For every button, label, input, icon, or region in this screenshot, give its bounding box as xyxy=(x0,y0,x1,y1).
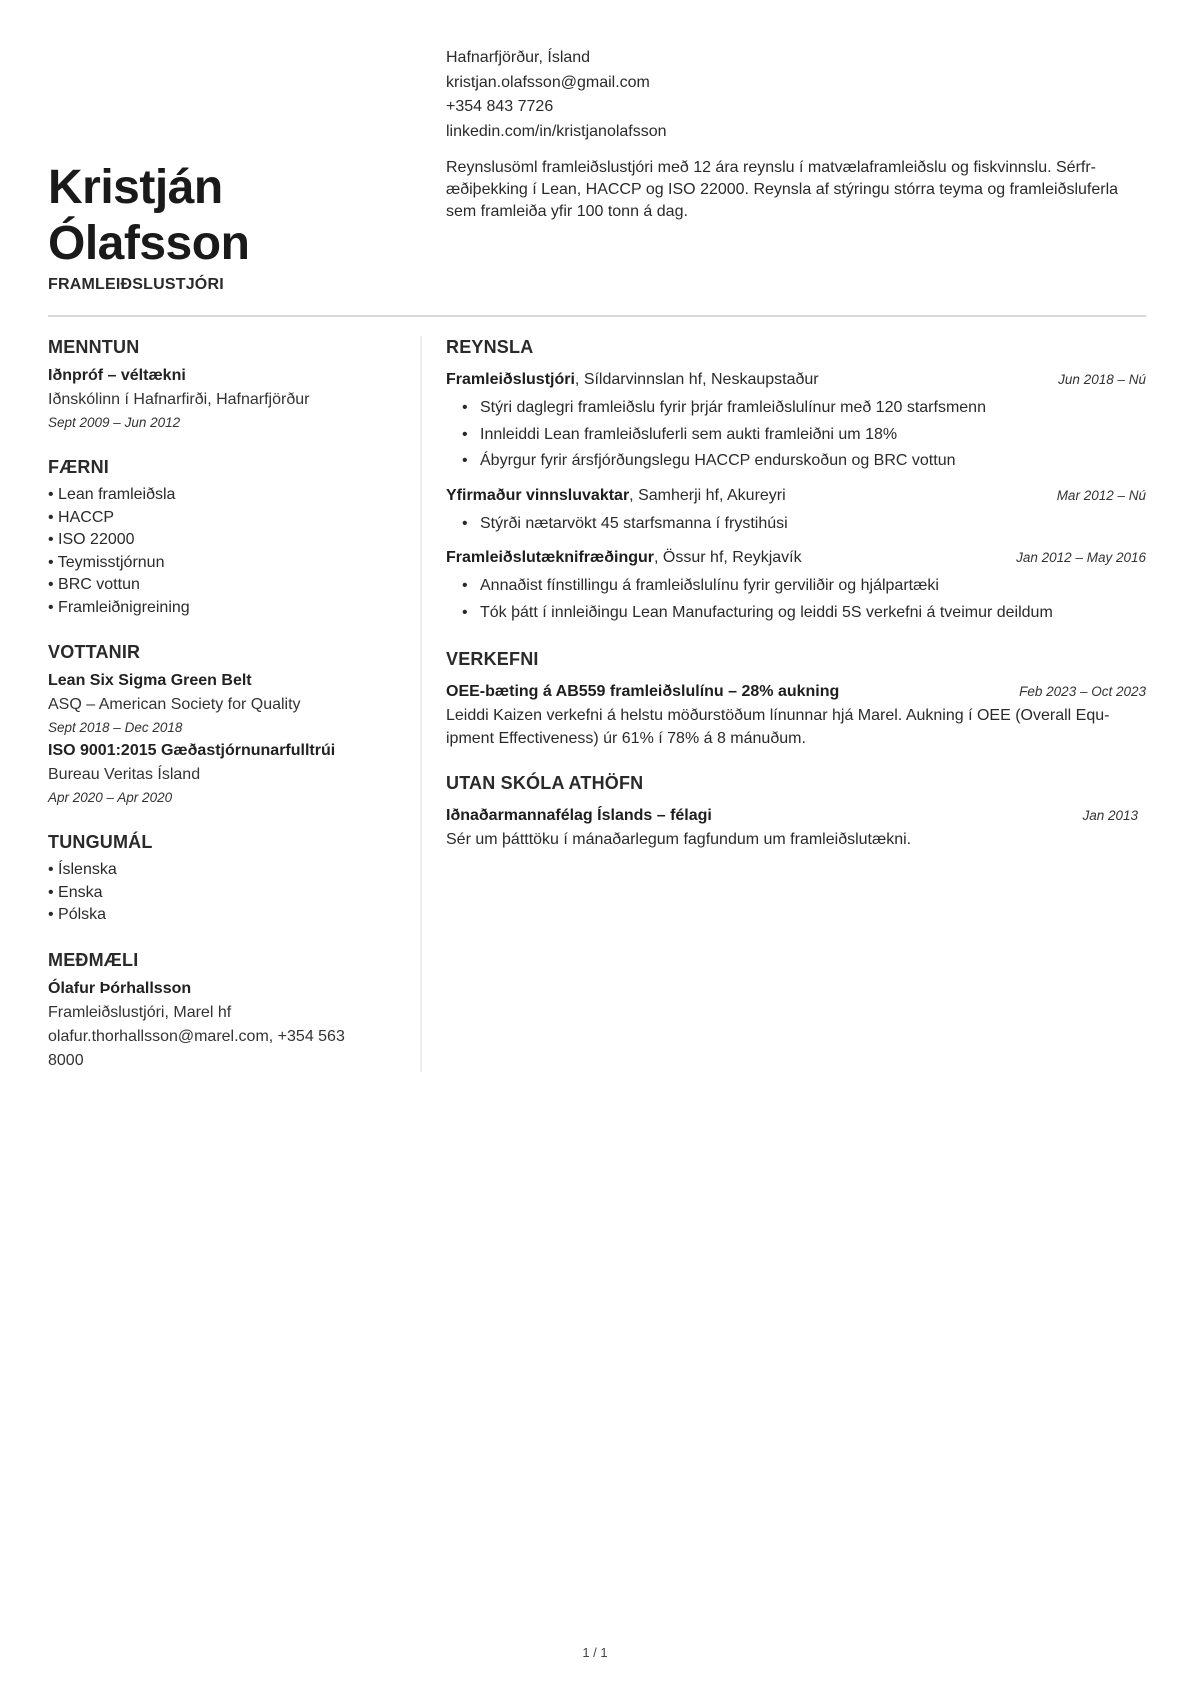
last-name: Ólafsson xyxy=(48,217,250,270)
job-entry xyxy=(446,546,1146,626)
job-bullet: • Ábyrgur fyrir ársfjórðungslegu HACCP endurskoðun og BRC vottun xyxy=(462,448,1146,475)
job-dates: Jun 2018 – Nú xyxy=(1058,372,1146,387)
job-dates: Jan 2012 – May 2016 xyxy=(1016,550,1146,565)
project-description: Leiddi Kaizen verkefni á helstu möðurstöðum línunnar hjá Marel. Aukning í OEE (Overall Equ-ipment Effectiveness) úr 61% í 78% á 8 mánuðum. xyxy=(446,707,1110,747)
profile-summary: Reynslusöml framleiðslustjóri með 12 ára reynslu í matvælaframleiðslu og fiskvinnslu. Sérfr-æðiþekking í Lean, HACCP og ISO 22000. Reynsla af stýringu stórra teyma og framleiðsluferla sem framleiða yfir 100 tonn á dag. xyxy=(446,159,1119,220)
job-entry xyxy=(446,368,1146,475)
certification-issuer: Bureau Veritas Ísland xyxy=(48,766,201,783)
job-company: , Samherji hf, Akureyri xyxy=(629,486,786,504)
language-item: • Enska xyxy=(48,882,408,905)
contact-email[interactable]: kristjan.olafsson@gmail.com xyxy=(446,73,650,91)
contact-phone: +354 843 7726 xyxy=(446,98,554,115)
languages-list xyxy=(48,859,408,927)
certification-issuer: ASQ – American Society for Quality xyxy=(48,696,301,713)
skill-item: • Teymisstjórnun xyxy=(48,552,408,575)
skill-item: • HACCP xyxy=(48,507,408,530)
reference-position: Framleiðslustjóri, Marel hf xyxy=(48,1003,232,1021)
section-title: VERKEFNI xyxy=(446,649,539,669)
reference-name: Ólafur Þórhallsson xyxy=(48,979,192,997)
skill-item: • Lean framleiðsla xyxy=(48,484,408,507)
job-dates: Mar 2012 – Nú xyxy=(1056,487,1146,503)
job-bullets xyxy=(462,511,1146,538)
skill-item: • ISO 22000 xyxy=(48,529,408,552)
skills-section xyxy=(48,456,408,619)
skills-list xyxy=(48,484,408,619)
section-title: VOTTANIR xyxy=(48,642,141,662)
left-column xyxy=(48,336,408,1095)
degree: Iðnpróf – véltækni xyxy=(48,367,186,384)
language-item: • Íslenska xyxy=(48,859,408,882)
contact-linkedin[interactable]: linkedin.com/in/kristjanolafsson xyxy=(446,122,667,140)
skill-item: • Framleiðnigreining xyxy=(48,597,408,620)
certification-name: ISO 9001:2015 Gæðastjórnunarfulltrúi xyxy=(48,742,336,759)
header-divider xyxy=(48,315,1146,317)
job-role: Yfirmaður vinnsluvaktar xyxy=(446,486,630,504)
certifications-section xyxy=(48,641,408,809)
first-name: Kristján xyxy=(48,161,223,214)
job-bullets xyxy=(462,395,1146,475)
activity-dates: Jan 2013 xyxy=(1082,808,1138,823)
languages-section xyxy=(48,831,408,927)
job-title: FRAMLEIÐSLUSTJÓRI xyxy=(48,276,224,293)
right-column xyxy=(446,336,1146,873)
job-company: , Síldarvinnslan hf, Neskaupstaður xyxy=(574,371,819,388)
contact-location: Hafnarfjörður, Ísland xyxy=(446,49,591,66)
section-title: MEÐMÆLI xyxy=(48,949,139,970)
language-item: • Pólska xyxy=(48,904,408,927)
experience-section xyxy=(446,336,1146,626)
section-title: UTAN SKÓLA ATHÖFN xyxy=(446,773,644,793)
job-bullet: • Stýri daglegri framleiðslu fyrir þrjár framleiðslulínur með 120 starfsmenn xyxy=(462,395,1146,422)
job-bullet: • Tók þátt í innleiðingu Lean Manufacturing og leiddi 5S verkefni á tveimur deildum xyxy=(462,600,1146,627)
reference-contact-cont: 8000 xyxy=(48,1051,84,1069)
section-title: FÆRNI xyxy=(48,457,109,477)
references-section xyxy=(48,949,408,1073)
certification-item xyxy=(48,739,408,809)
extracurricular-section xyxy=(446,772,1146,851)
certification-dates: Apr 2020 – Apr 2020 xyxy=(48,790,173,805)
education-section xyxy=(48,336,408,434)
name-block xyxy=(48,160,408,294)
section-title: TUNGUMÁL xyxy=(48,832,153,852)
job-bullet: • Stýrði nætarvökt 45 starfsmanna í frystihúsi xyxy=(462,511,1146,538)
school: Iðnskólinn í Hafnarfirði, Hafnarfjörður xyxy=(48,391,310,408)
job-bullet: • Annaðist fínstillingu á framleiðslulínu fyrir gerviliðir og hjálpartæki xyxy=(462,573,1146,600)
job-bullets xyxy=(462,573,1146,626)
page-number: 1 / 1 xyxy=(582,1645,608,1660)
certification-dates: Sept 2018 – Dec 2018 xyxy=(48,720,183,735)
skill-item: • BRC vottun xyxy=(48,574,408,597)
column-divider xyxy=(420,336,422,1072)
certification-item xyxy=(48,669,408,739)
contact-block xyxy=(446,46,1146,223)
activity-description: Sér um þátttöku í mánaðarlegum fagfundum um framleiðslutækni. xyxy=(446,831,912,848)
education-dates: Sept 2009 – Jun 2012 xyxy=(48,415,181,430)
project-dates: Feb 2023 – Oct 2023 xyxy=(1019,684,1146,699)
job-entry xyxy=(446,484,1146,538)
job-role: Framleiðslustjóri xyxy=(446,371,575,388)
certification-name: Lean Six Sigma Green Belt xyxy=(48,672,252,689)
projects-section xyxy=(446,648,1146,750)
project-name: OEE-bæting á AB559 framleiðslulínu – 28% aukning xyxy=(446,683,840,700)
activity-name: Iðnaðarmannafélag Íslands – félagi xyxy=(446,807,712,824)
section-title: REYNSLA xyxy=(446,337,534,357)
job-bullet: • Innleiddi Lean framleiðsluferli sem aukti framleiðni um 18% xyxy=(462,422,1146,449)
job-company: , Össur hf, Reykjavík xyxy=(654,549,802,566)
job-role: Framleiðslutæknifræðingur xyxy=(446,549,655,566)
reference-contact: olafur.thorhallsson@marel.com, +354 563 xyxy=(48,1027,345,1045)
full-name xyxy=(48,160,408,272)
section-title: MENNTUN xyxy=(48,337,140,357)
